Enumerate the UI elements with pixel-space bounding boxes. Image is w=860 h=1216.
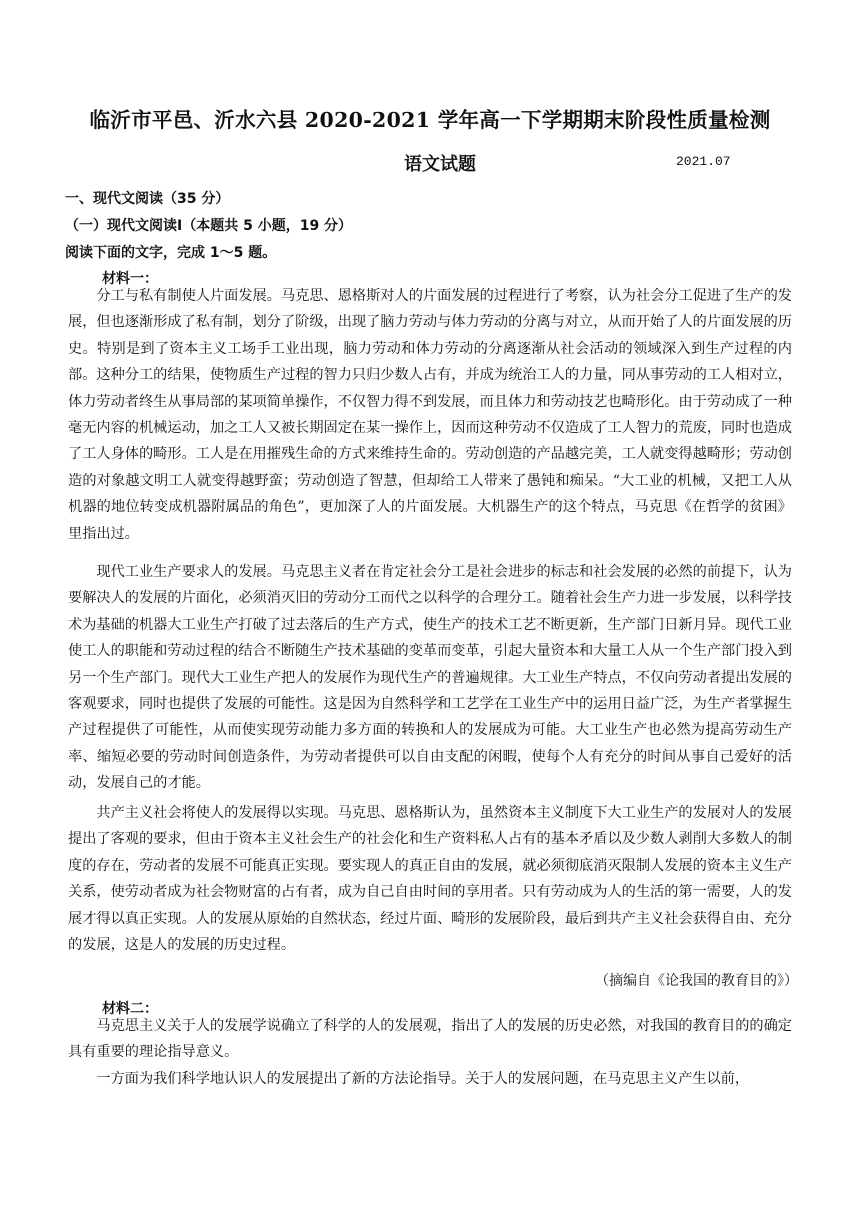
subtitle-row: [0, 150, 860, 176]
material-two-paragraph-2: 一方面为我们科学地认识人的发展提出了新的方法论指导。关于人的发展问题，在马克思主义产生以前，: [96, 1071, 750, 1087]
material-one-label: 材料一：: [102, 271, 158, 287]
reading-instruction: 阅读下面的文字，完成 1～5 题。: [65, 245, 277, 261]
section-heading: 一、现代文阅读（35 分）: [65, 191, 230, 207]
material-two-paragraph-1: 马克思主义关于人的发展学说确立了科学的人的发展观，指出了人的发展的历史必然，对我国的教育目的的确定具有重要的理论指导意义。: [68, 1018, 792, 1061]
exam-title: 临沂市平邑、沂水六县 2020-2021 学年高一下学期期末阶段性质量检测: [89, 108, 771, 132]
material-one-paragraph-3: 共产主义社会将使人的发展得以实现。马克思、恩格斯认为，虽然资本主义制度下大工业生产的发展对人的发展提出了客观的要求，但由于资本主义社会生产的社会化和生产资料私人占有的基本矛盾以及少数人剥削大多数人的制度的存在，劳动者的发展不可能真正实现。要实现人的真正自由的发展，就必须彻底消灭限制人发展的资本主义生产关系，使劳动者成为社会物财富的占有者，成为自己自由时间的享用者。只有劳动成为人的生活的第一需要，人的发展才得以真正实现。人的发展从原始的自然状态，经过片面、畸形的发展阶段，最后到共产主义社会获得自由、充分的发展，这是人的发展的历史过程。: [68, 805, 792, 954]
material-one-paragraph-2: 现代工业生产要求人的发展。马克思主义者在肯定社会分工是社会进步的标志和社会发展的必然的前提下，认为要解决人的发展的片面化，必须消灭旧的劳动分工而代之以科学的合理分工。随着社会生产力进一步发展，以科学技术为基础的机器大工业生产打破了过去落后的生产方式，使生产的技术工艺不断更新，生产部门日新月异。现代工业使工人的职能和劳动过程的结合不断随生产技术基础的变革而变革，引起大量资本和大量工人从一个生产部门投入到另一个生产部门。现代大工业生产把人的发展作为现代生产的普遍规律。大工业生产特点，不仅向劳动者提出发展的客观要求，同时也提供了发展的可能性。这是因为自然科学和工艺学在工业生产中的运用日益广泛，为生产者掌握生产过程提供了可能性，从而使实现劳动能力多方面的转换和人的发展成为可能。大工业生产也必然为提高劳动生产率、缩短必要的劳动时间创造条件，为劳动者提供可以自由支配的闲暇，使每个人有充分的时间从事自己爱好的活动，发展自己的才能。: [68, 564, 792, 792]
material-two-label: 材料二：: [102, 1001, 158, 1017]
material-one-paragraph-1: 分工与私有制使人片面发展。马克思、恩格斯对人的片面发展的过程进行了考察，认为社会分工促进了生产的发展，但也逐渐形成了私有制，划分了阶级，出现了脑力劳动与体力劳动的分离与对立，从而开始了人的片面发展的历史。特别是到了资本主义工场手工业出现，脑力劳动和体力劳动的分离逐渐从社会活动的领域深入到生产过程的内部。这种分工的结果，使物质生产过程的智力只归少数人占有，并成为统治工人的力量，同从事劳动的工人相对立，体力劳动者终生从事局部的某项简单操作，不仅智力得不到发展，而且体力和劳动技艺也畸形化。由于劳动成了一种毫无内容的机械运动，加之工人又被长期固定在某一操作上，因而这种劳动不仅造成了工人智力的荒废，同时也造成了工人身体的畸形。工人是在用摧残生命的方式来维持生命的。劳动创造的产品越完美，工人就变得越畸形；劳动创造的对象越文明工人就变得越野蛮；劳动创造了智慧，但却给工人带来了愚钝和痴呆。“大工业的机械，又把工人从机器的地位转变成机器附属品的角色”，更加深了人的片面发展。大机器生产的这个特点，马克思《在哲学的贫困》里指出过。: [68, 288, 792, 542]
section-subheading: （一）现代文阅读Ⅰ（本题共 5 小题，19 分）: [65, 218, 353, 234]
exam-subject: 语文试题: [404, 154, 476, 175]
material-one-source: （摘编自《论我国的教育目的》）: [595, 973, 798, 989]
exam-date: 2021.07: [676, 154, 731, 169]
